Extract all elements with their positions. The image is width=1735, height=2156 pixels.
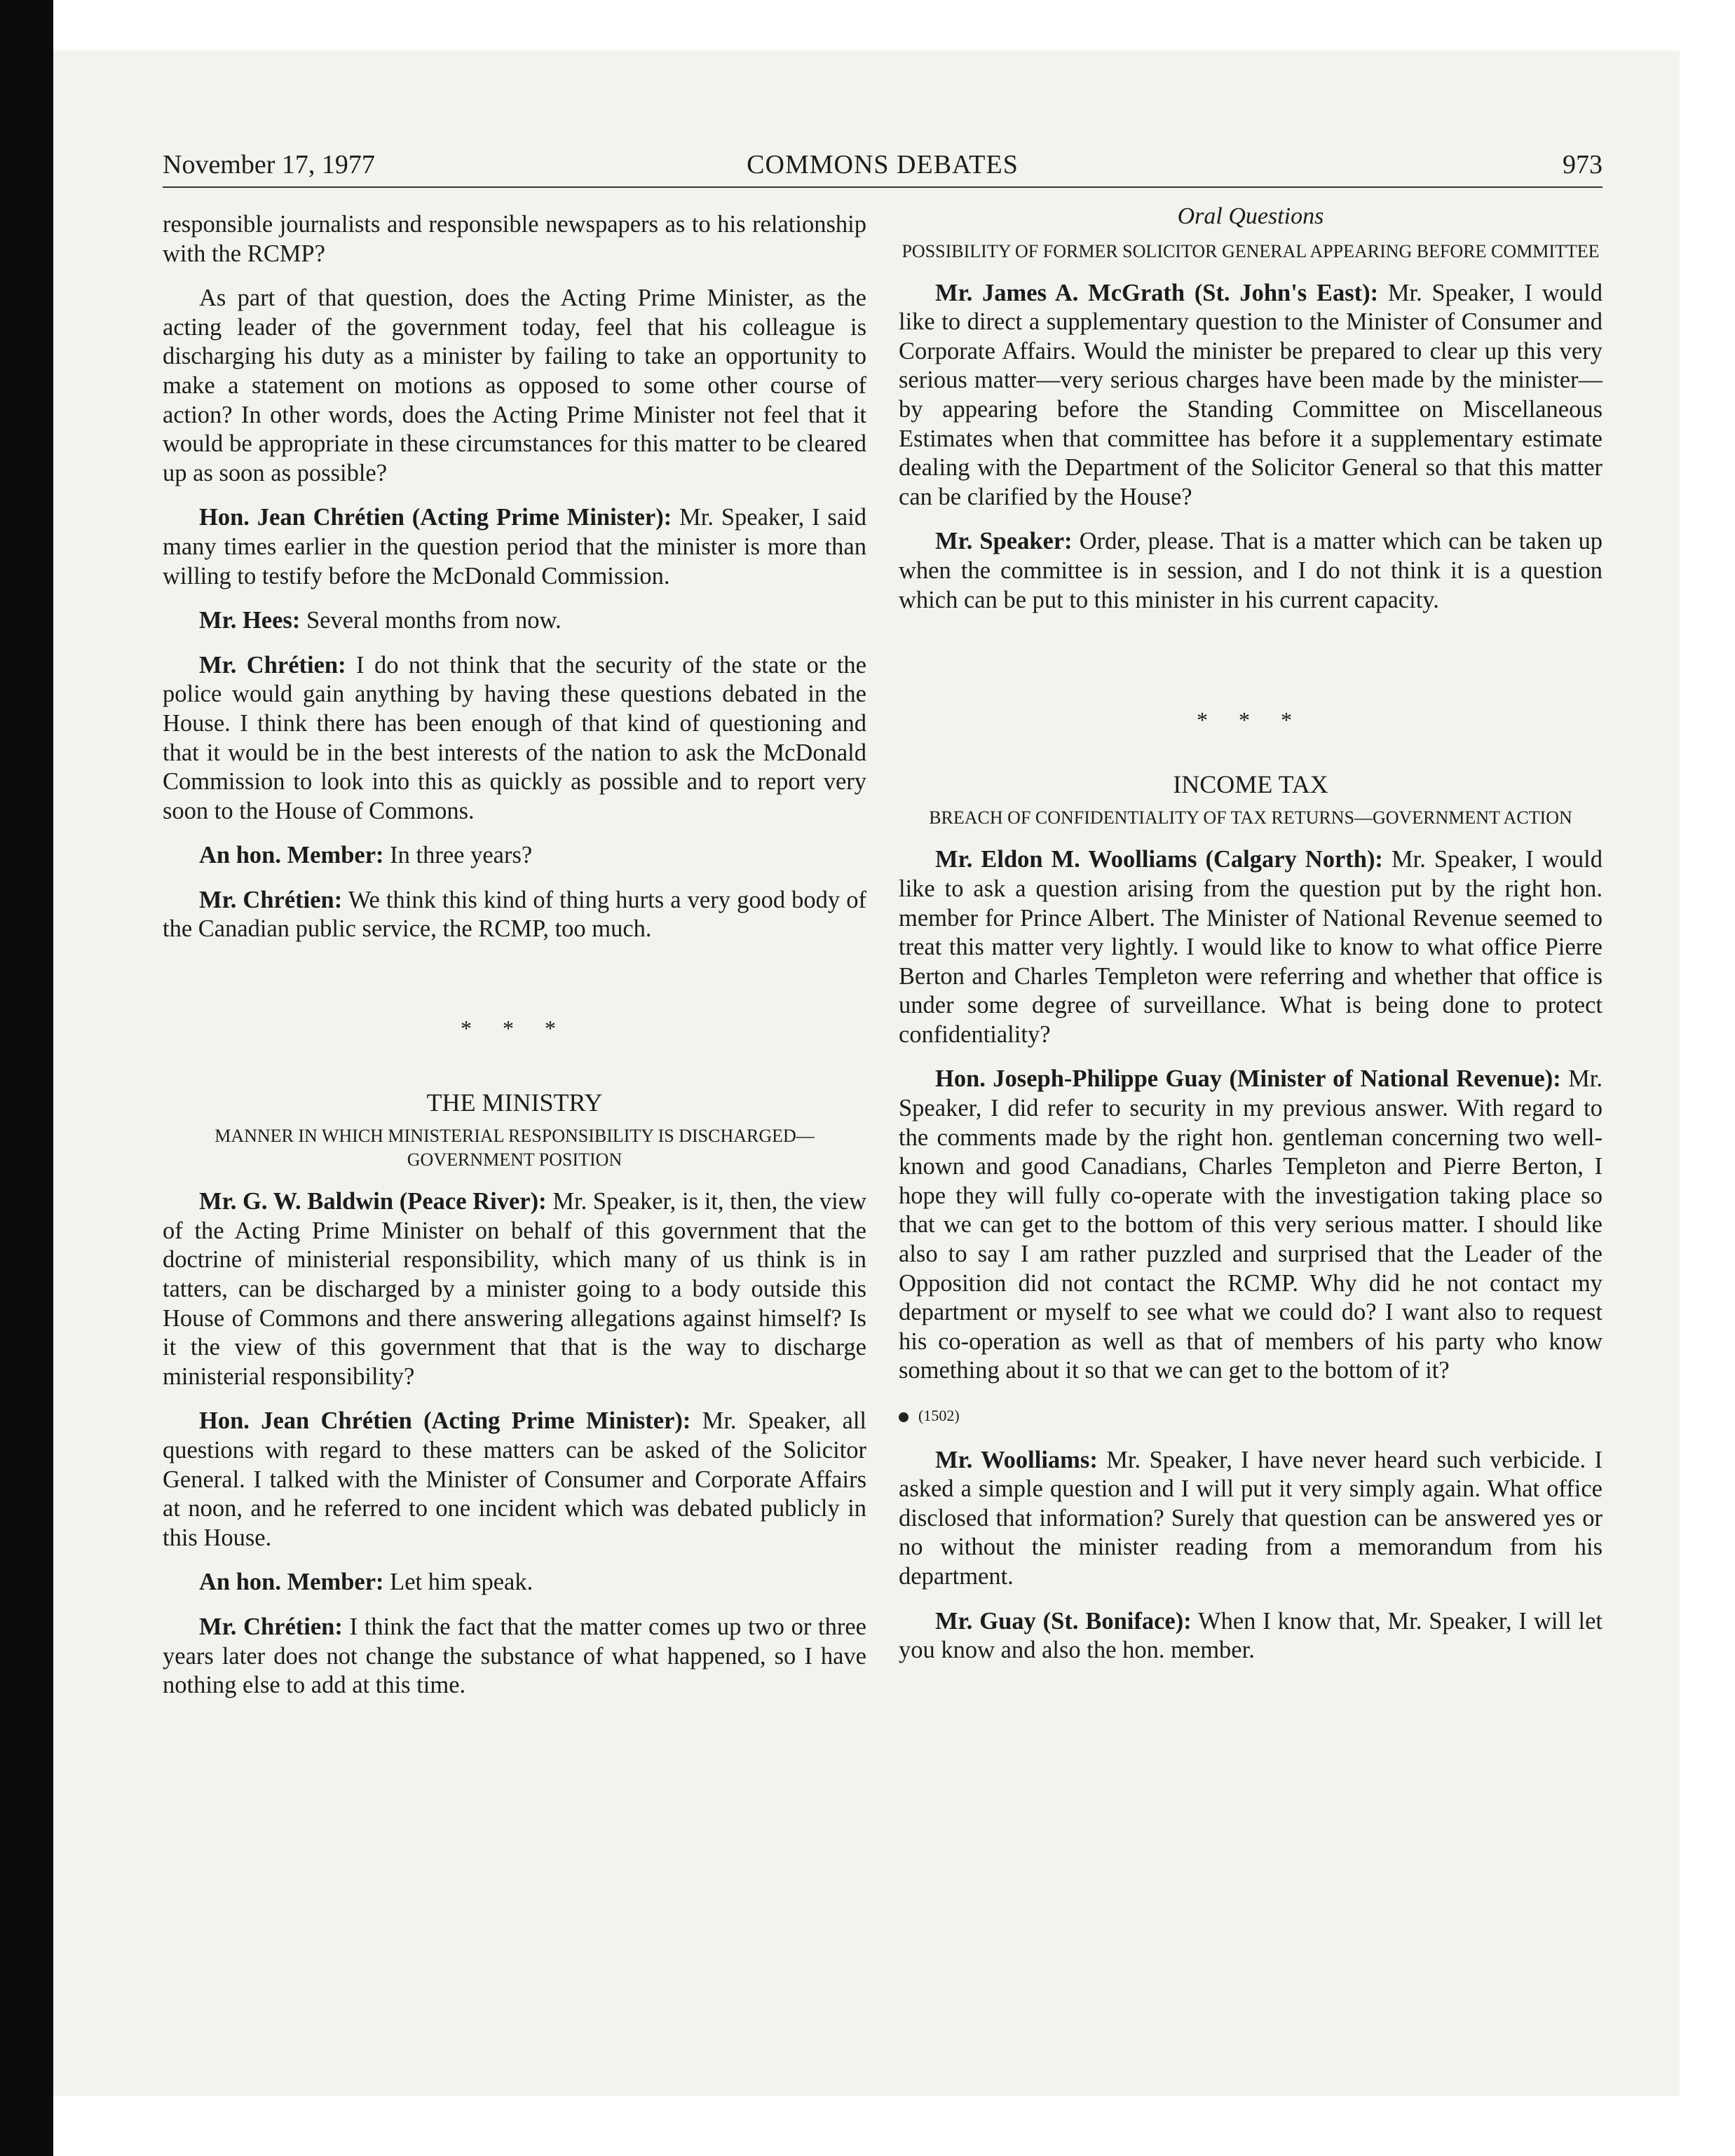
speaker: Mr. G. W. Baldwin (Peace River): bbox=[199, 1188, 547, 1215]
paragraph bbox=[163, 606, 866, 636]
speech: Mr. Speaker, I did refer to security in my previous answer. With regard to the comments made by the right hon. gentleman concerning two well-known and good Canadians, Charles Templeton and Pierre Berton, I hope they will fully co-operate with the investigation taking place so that we can get to the bottom of this very serious matter. I should like also to say I am rather puzzled and surprised that the Leader of the Opposition did not contact the RCMP. Why did he not contact my department or myself to see what we could do? I want also to request his co-operation as well as that of members of his party who know something about it so that we can get to the bottom of it? bbox=[899, 1065, 1603, 1384]
section-heading: THE MINISTRY bbox=[426, 1088, 603, 1117]
header-title: COMMONS DEBATES bbox=[747, 150, 1019, 179]
paragraph bbox=[163, 1187, 866, 1391]
speaker: Mr. Speaker: bbox=[935, 528, 1073, 555]
paragraph bbox=[899, 845, 1603, 1049]
header-date: November 17, 1977 bbox=[163, 150, 375, 179]
scan-margin-top bbox=[53, 0, 1735, 50]
paragraph bbox=[163, 886, 866, 944]
subheading: BREACH OF CONFIDENTIALITY OF TAX RETURNS—GOVERNMENT ACTION bbox=[929, 807, 1572, 828]
speech: I do not think that the security of the state or the police would gain anything by having these questions debated in the House. I think there has been enough of that kind of questioning and that it would be in the best interests of the nation to ask the McDonald Commission to look into this as quickly as possible and to report very soon to the House of Commons. bbox=[163, 651, 866, 824]
speech: We think this kind of thing hurts a very good body of the Canadian public service, the RCMP, too much. bbox=[163, 886, 867, 943]
scan-edge bbox=[0, 0, 53, 2156]
right-column bbox=[899, 203, 1603, 1681]
left-column bbox=[163, 210, 866, 1716]
paragraph bbox=[163, 841, 866, 871]
section-title: Oral Questions bbox=[1177, 203, 1324, 229]
time-marker bbox=[899, 1401, 1603, 1431]
speaker: An hon. Member: bbox=[199, 1569, 384, 1596]
speaker: Mr. Hees: bbox=[199, 607, 301, 634]
speech: I think the fact that the matter comes up two or three years later does not change the substance of what happened, so I have nothing else to add at this time. bbox=[163, 1613, 866, 1699]
speaker: An hon. Member: bbox=[199, 842, 384, 869]
speaker: Hon. Jean Chrétien (Acting Prime Minister): bbox=[199, 504, 672, 531]
paragraph bbox=[899, 527, 1603, 615]
section-divider: * * * bbox=[461, 1016, 569, 1042]
speech: Mr. Speaker, I would like to direct a supplementary question to the Minister of Consumer and Corporate Affairs. Would the minister be prepared to clear up this very serious matter—very serious charges have been made by the minister—by appearing before the Standing Committee on Miscellaneous Estimates when that committee has before it a supplementary estimate dealing with the Department of the Solicitor General so that this matter can be clarified by the House? bbox=[899, 279, 1603, 510]
subheading: POSSIBILITY OF FORMER SOLICITOR GENERAL APPEARING BEFORE COMMITTEE bbox=[901, 240, 1600, 261]
speech: In three years? bbox=[383, 842, 533, 869]
speaker: Mr. Chrétien: bbox=[199, 1613, 343, 1640]
subheading: MANNER IN WHICH MINISTERIAL RESPONSIBILITY IS DISCHARGED—GOVERNMENT POSITION bbox=[215, 1126, 815, 1171]
paragraph bbox=[899, 279, 1603, 512]
paragraph bbox=[163, 651, 866, 826]
paragraph bbox=[899, 1065, 1603, 1386]
time-marker-text: (1502) bbox=[918, 1407, 960, 1424]
speech: Mr. Speaker, I have never heard such verbicide. I asked a simple question and I will put it very simply again. What office disclosed that information? Surely that question can be answered yes or no without the minister reading from a memorandum from his department. bbox=[899, 1446, 1603, 1590]
section-divider: * * * bbox=[1197, 707, 1305, 733]
speech: Several months from now. bbox=[300, 607, 562, 634]
paragraph bbox=[163, 503, 866, 591]
paragraph bbox=[899, 1446, 1603, 1592]
speaker: Mr. Chrétien: bbox=[199, 886, 343, 913]
speech: Mr. Speaker, I would like to ask a question arising from the question put by the right hon. member for Prince Albert. The Minister of National Revenue seemed to treat this matter very lightly. I would like to know to what office Pierre Berton and Charles Templeton were referring and whether that office is under some degree of surveillance. What is being done to protect confidentiality? bbox=[899, 846, 1603, 1048]
speech: Mr. Speaker, is it, then, the view of the Acting Prime Minister on behalf of this government that the doctrine of ministerial responsibility, which many of us think is in tatters, can be discharged by a minister going to a body outside this House of Commons and there answering allegations against himself? Is it the view of this government that that is the way to discharge ministerial responsibility? bbox=[163, 1188, 866, 1390]
section-heading: INCOME TAX bbox=[1173, 770, 1328, 798]
speaker: Mr. James A. McGrath (St. John's East): bbox=[935, 279, 1379, 306]
speech: Mr. Speaker, I said many times earlier in the question period that the minister is more than willing to testify before the McDonald Commission. bbox=[163, 504, 867, 589]
paragraph bbox=[899, 1607, 1603, 1665]
paragraph bbox=[163, 1568, 866, 1597]
running-header bbox=[163, 147, 1603, 188]
speech: Order, please. That is a matter which can be taken up when the committee is in session, and I do not think it is a question which can be put to this minister in his current capacity. bbox=[899, 528, 1603, 613]
speech: Mr. Speaker, all questions with regard to these matters can be asked of the Solicitor General. I talked with the Minister of Consumer and Corporate Affairs at noon, and he referred to one incident which was debated publicly in this House. bbox=[163, 1407, 866, 1551]
speech: Let him speak. bbox=[383, 1569, 533, 1596]
speaker: Hon. Jean Chrétien (Acting Prime Minister): bbox=[199, 1407, 691, 1435]
bullet-icon bbox=[899, 1412, 909, 1422]
speech: When I know that, Mr. Speaker, I will let you know and also the hon. member. bbox=[899, 1607, 1603, 1664]
speaker: Mr. Woolliams: bbox=[935, 1446, 1098, 1473]
speaker: Hon. Joseph-Philippe Guay (Minister of National Revenue): bbox=[935, 1065, 1561, 1093]
scan-margin-bottom bbox=[53, 2096, 1735, 2156]
paragraph: As part of that question, does the Acting Prime Minister, as the acting leader of the government today, feel that his colleague is discharging his duty as a minister by failing to take an opportunity to make a statement on motions as opposed to some other course of action? In other words, does the Acting Prime Minister not feel that it would be appropriate in these circumstances for this matter to be cleared up as soon as possible? bbox=[163, 285, 866, 486]
page-number: 973 bbox=[1563, 150, 1603, 179]
speaker: Mr. Eldon M. Woolliams (Calgary North): bbox=[935, 846, 1383, 873]
speaker: Mr. Chrétien: bbox=[199, 651, 346, 678]
paragraph: responsible journalists and responsible newspapers as to his relationship with the RCMP? bbox=[163, 211, 866, 267]
paragraph bbox=[163, 1613, 866, 1700]
speaker: Mr. Guay (St. Boniface): bbox=[935, 1607, 1192, 1635]
paragraph bbox=[163, 1407, 866, 1553]
